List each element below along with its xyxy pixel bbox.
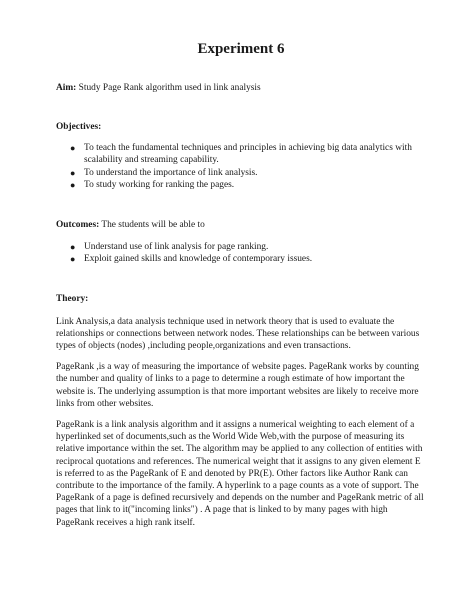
aim-line [56, 82, 426, 94]
list-item [70, 253, 426, 265]
theory-paragraph: PageRank ,is a way of measuring the importance of website pages. PageRank works by counting the number and quality of links to a page to determine a rough estimate of how important the website is. The underlying assumption is that more important websites are likely to receive more links from other websites. [56, 362, 419, 409]
outcomes-line [56, 219, 426, 231]
theory-paragraph: PageRank is a link analysis algorithm and it assigns a numerical weighting to each element of a hyperlinked set of documents,such as the World Wide Web,with the purpose of measuring its relative importance within the set. The algorithm may be applied to any collection of entities with reciprocal quotations and references. The numerical weight that it assigns to any given element E is referred to as the PageRank of E and denoted by PR(E). Other factors like Author Rank can contribute to the importance of the family. A hyperlink to a page counts as a vote of support. The PageRank of a page is defined recursively and depends on the number and PageRank metric of all pages that link to it("incoming links") . A page that is linked to by many pages with high PageRank receives a high rank itself. [56, 420, 424, 528]
objectives-list [56, 142, 426, 191]
aim-text: Study Page Rank algorithm used in link analysis [76, 83, 261, 93]
aim-label: Aim: [56, 83, 77, 93]
list-item [70, 142, 426, 166]
bullet-icon: ● [70, 143, 76, 154]
bullet-icon: ● [70, 254, 76, 265]
list-item [70, 167, 426, 179]
theory-paragraph: Link Analysis,a data analysis technique used in network theory that is used to evaluate the relationships or connections between network nodes. These relationships can be between various types of objects (nodes) ,including people,organizations and even transactions. [56, 316, 420, 352]
list-item [70, 241, 426, 253]
outcomes-list [56, 241, 426, 265]
outcome-text: Exploit gained skills and knowledge of contemporary issues. [84, 254, 313, 265]
list-item [70, 179, 426, 191]
theory-heading: Theory: [56, 293, 89, 304]
page-title: Experiment 6 [197, 41, 285, 57]
objective-text: To teach the fundamental techniques and principles in achieving big data analytics with scalability and streaming capability. [84, 143, 412, 166]
objective-text: To study working for ranking the pages. [84, 179, 235, 190]
bullet-icon: ● [70, 167, 76, 178]
outcomes-label: Outcomes: [56, 220, 100, 231]
objective-text: To understand the importance of link analysis. [84, 167, 258, 178]
bullet-icon: ● [70, 242, 76, 253]
outcome-text: Understand use of link analysis for page ranking. [84, 242, 269, 253]
outcomes-text: The students will be able to [99, 220, 205, 231]
objectives-heading: Objectives: [56, 122, 102, 133]
bullet-icon: ● [70, 179, 76, 190]
